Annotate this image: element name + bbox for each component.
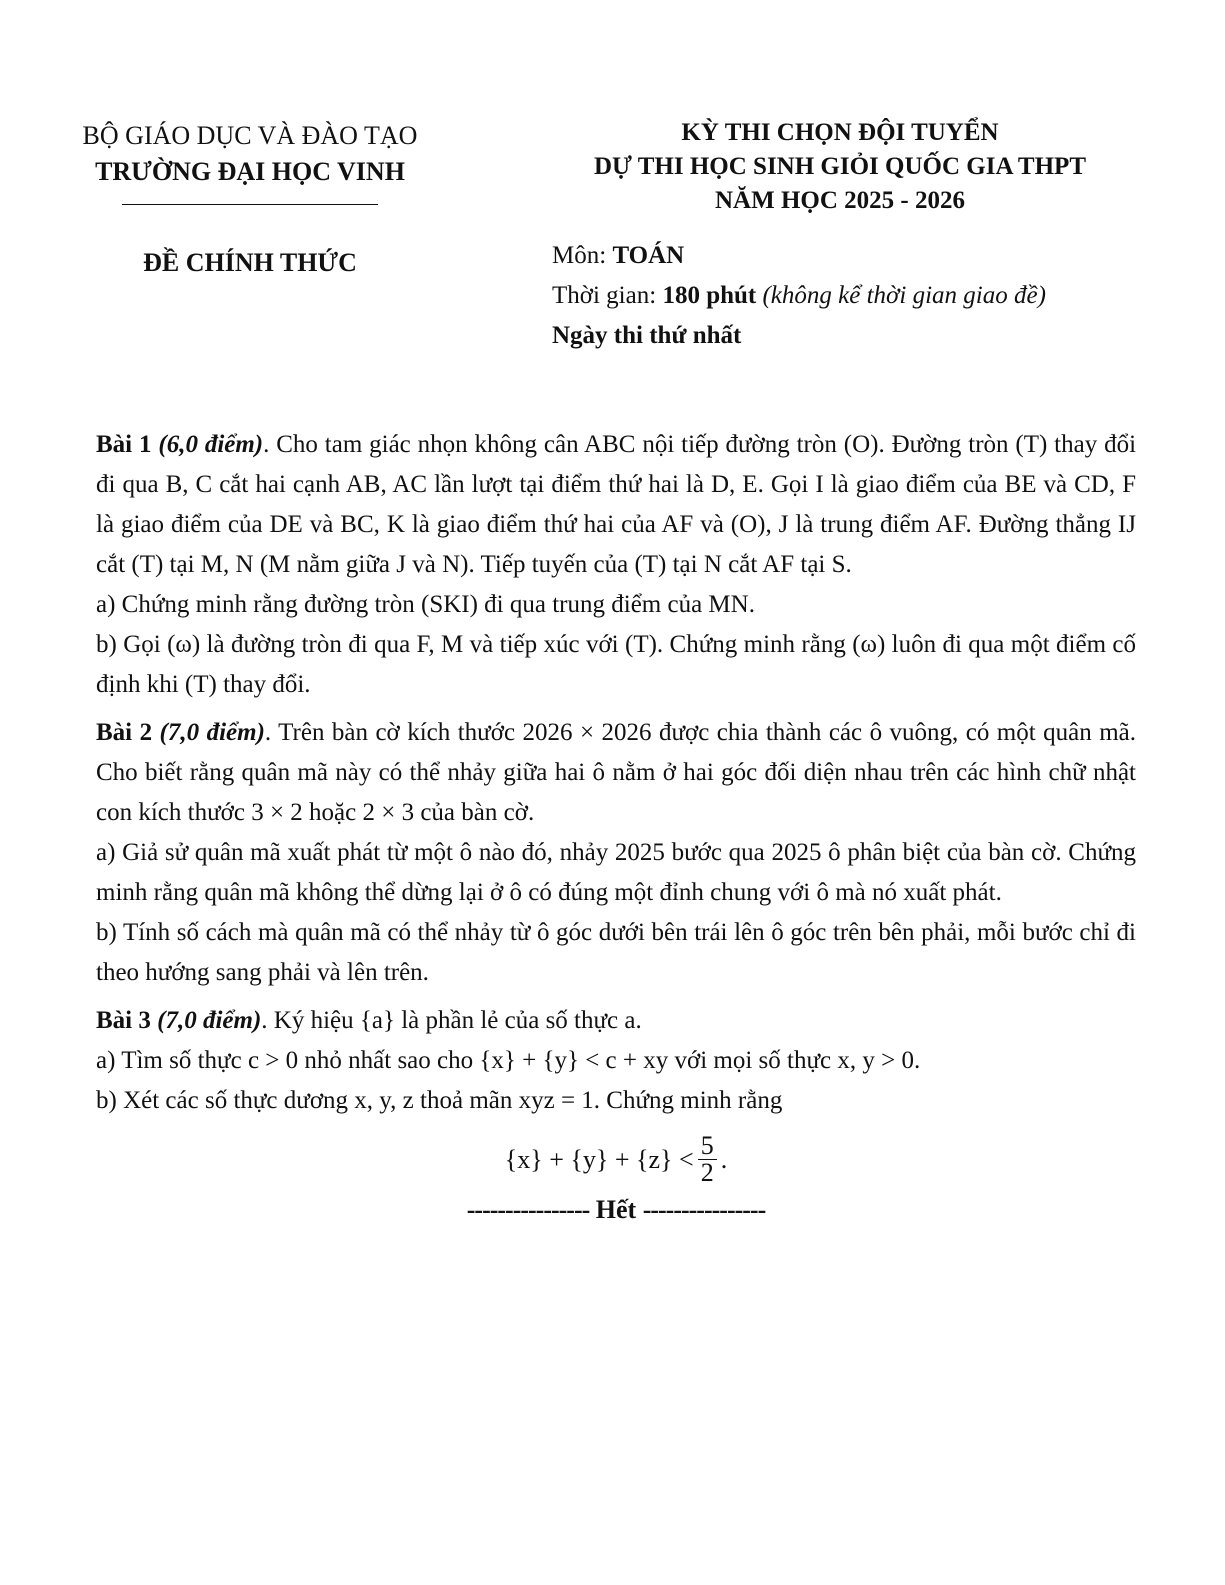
end-dashes-left: ----------------	[466, 1195, 590, 1224]
exam-day: Ngày thi thứ nhất	[552, 322, 742, 349]
exam-title-line2: DỰ THI HỌC SINH GIỎI QUỐC GIA THPT	[594, 153, 1086, 180]
end-word: Hết	[595, 1195, 637, 1224]
end-dashes-right: ----------------	[642, 1195, 766, 1224]
problem-part: a) Tìm số thực c > 0 nhỏ nhất sao cho {x} + {y} < c + xy với mọi số thực x, y > 0.	[96, 1047, 921, 1074]
subject-label: Môn:	[552, 242, 613, 269]
time-value: 180 phút	[662, 282, 757, 309]
time-label: Thời gian:	[552, 282, 663, 309]
problem-points: (7,0 điểm)	[159, 719, 265, 746]
problem-text: . Cho tam giác nhọn không cân ABC nội tiếp đường tròn (O). Đường tròn (T) thay đổi đi qua B, C cắt hai cạnh AB, AC lần lượt tại điểm thứ hai là D, E. Gọi I là giao điểm của BE và CD, F là giao điểm của DE và BC, K là giao điểm thứ hai của AF và (O), J là trung điểm AF. Đường thẳng IJ cắt (T) tại M, N (M nằm giữa J và N). Tiếp tuyến của (T) tại N cắt AF tại S.	[96, 431, 1137, 578]
time-note: (không kể thời gian giao đề)	[762, 282, 1046, 309]
problem-part: b) Gọi (ω) là đường tròn đi qua F, M và tiếp xúc với (T). Chứng minh rằng (ω) luôn đi qua một điểm cố định khi (T) thay đổi.	[96, 631, 1136, 698]
problem-part: a) Chứng minh rằng đường tròn (SKI) đi qua trung điểm của MN.	[96, 591, 755, 618]
problem-2	[96, 713, 1136, 993]
end-marker	[96, 1190, 1136, 1230]
subject-name: TOÁN	[612, 242, 685, 269]
formula-period: .	[720, 1144, 728, 1174]
problem-points: (7,0 điểm)	[157, 1007, 262, 1034]
header-underline	[122, 204, 378, 205]
fraction-denominator: 2	[700, 1158, 714, 1187]
exam-content	[96, 425, 1136, 1230]
problem-statement	[96, 425, 1136, 585]
subject-line	[552, 236, 1172, 276]
ministry-name: BỘ GIÁO DỤC VÀ ĐÀO TẠO	[82, 121, 418, 150]
problem-part: a) Giả sử quân mã xuất phát từ một ô nào đó, nhảy 2025 bước qua 2025 ô phân biệt của bàn cờ. Chứng minh rằng quân mã không thể dừng lại ở ô có đúng một đỉnh chung với ô mà nó xuất phát.	[96, 839, 1136, 906]
problem-1	[96, 425, 1136, 705]
problem-title: Bài 1	[96, 431, 152, 458]
problem-part: b) Tính số cách mà quân mã có thể nhảy từ ô góc dưới bên trái lên ô góc trên bên phải, mỗi bước chỉ đi theo hướng sang phải và lên trên.	[96, 919, 1136, 986]
official-label: ĐỀ CHÍNH THỨC	[143, 248, 357, 277]
subject-block	[552, 236, 1172, 356]
problem-3	[96, 1001, 1136, 1121]
exam-title-line1: KỲ THI CHỌN ĐỘI TUYỂN	[681, 119, 999, 146]
problem-title: Bài 2	[96, 719, 153, 746]
header-right	[520, 116, 1160, 218]
problem-text: . Trên bàn cờ kích thước 2026 × 2026 được chia thành các ô vuông, có một quân mã. Cho biết rằng quân mã này có thể nhảy giữa hai ô nằm ở hai góc đối diện nhau trên các hình chữ nhật con kích thước 3 × 2 hoặc 2 × 3 của bàn cờ.	[96, 719, 1136, 826]
problem-text: . Ký hiệu {a} là phần lẻ của số thực a.	[261, 1007, 642, 1034]
time-line	[552, 276, 1172, 316]
formula-lhs: {x} + {y} + {z} <	[504, 1144, 694, 1174]
school-name: TRƯỜNG ĐẠI HỌC VINH	[95, 157, 405, 186]
exam-title-line3: NĂM HỌC 2025 - 2026	[715, 187, 965, 214]
header-left	[50, 118, 450, 205]
problem-part: b) Xét các số thực dương x, y, z thoả mãn xyz = 1. Chứng minh rằng	[96, 1087, 783, 1114]
display-formula	[96, 1133, 1136, 1186]
problem-points: (6,0 điểm)	[158, 431, 264, 458]
problem-statement	[96, 1001, 1136, 1041]
formula-fraction	[698, 1133, 717, 1186]
problem-title: Bài 3	[96, 1007, 151, 1034]
problem-statement	[96, 713, 1136, 833]
fraction-numerator: 5	[698, 1133, 717, 1160]
